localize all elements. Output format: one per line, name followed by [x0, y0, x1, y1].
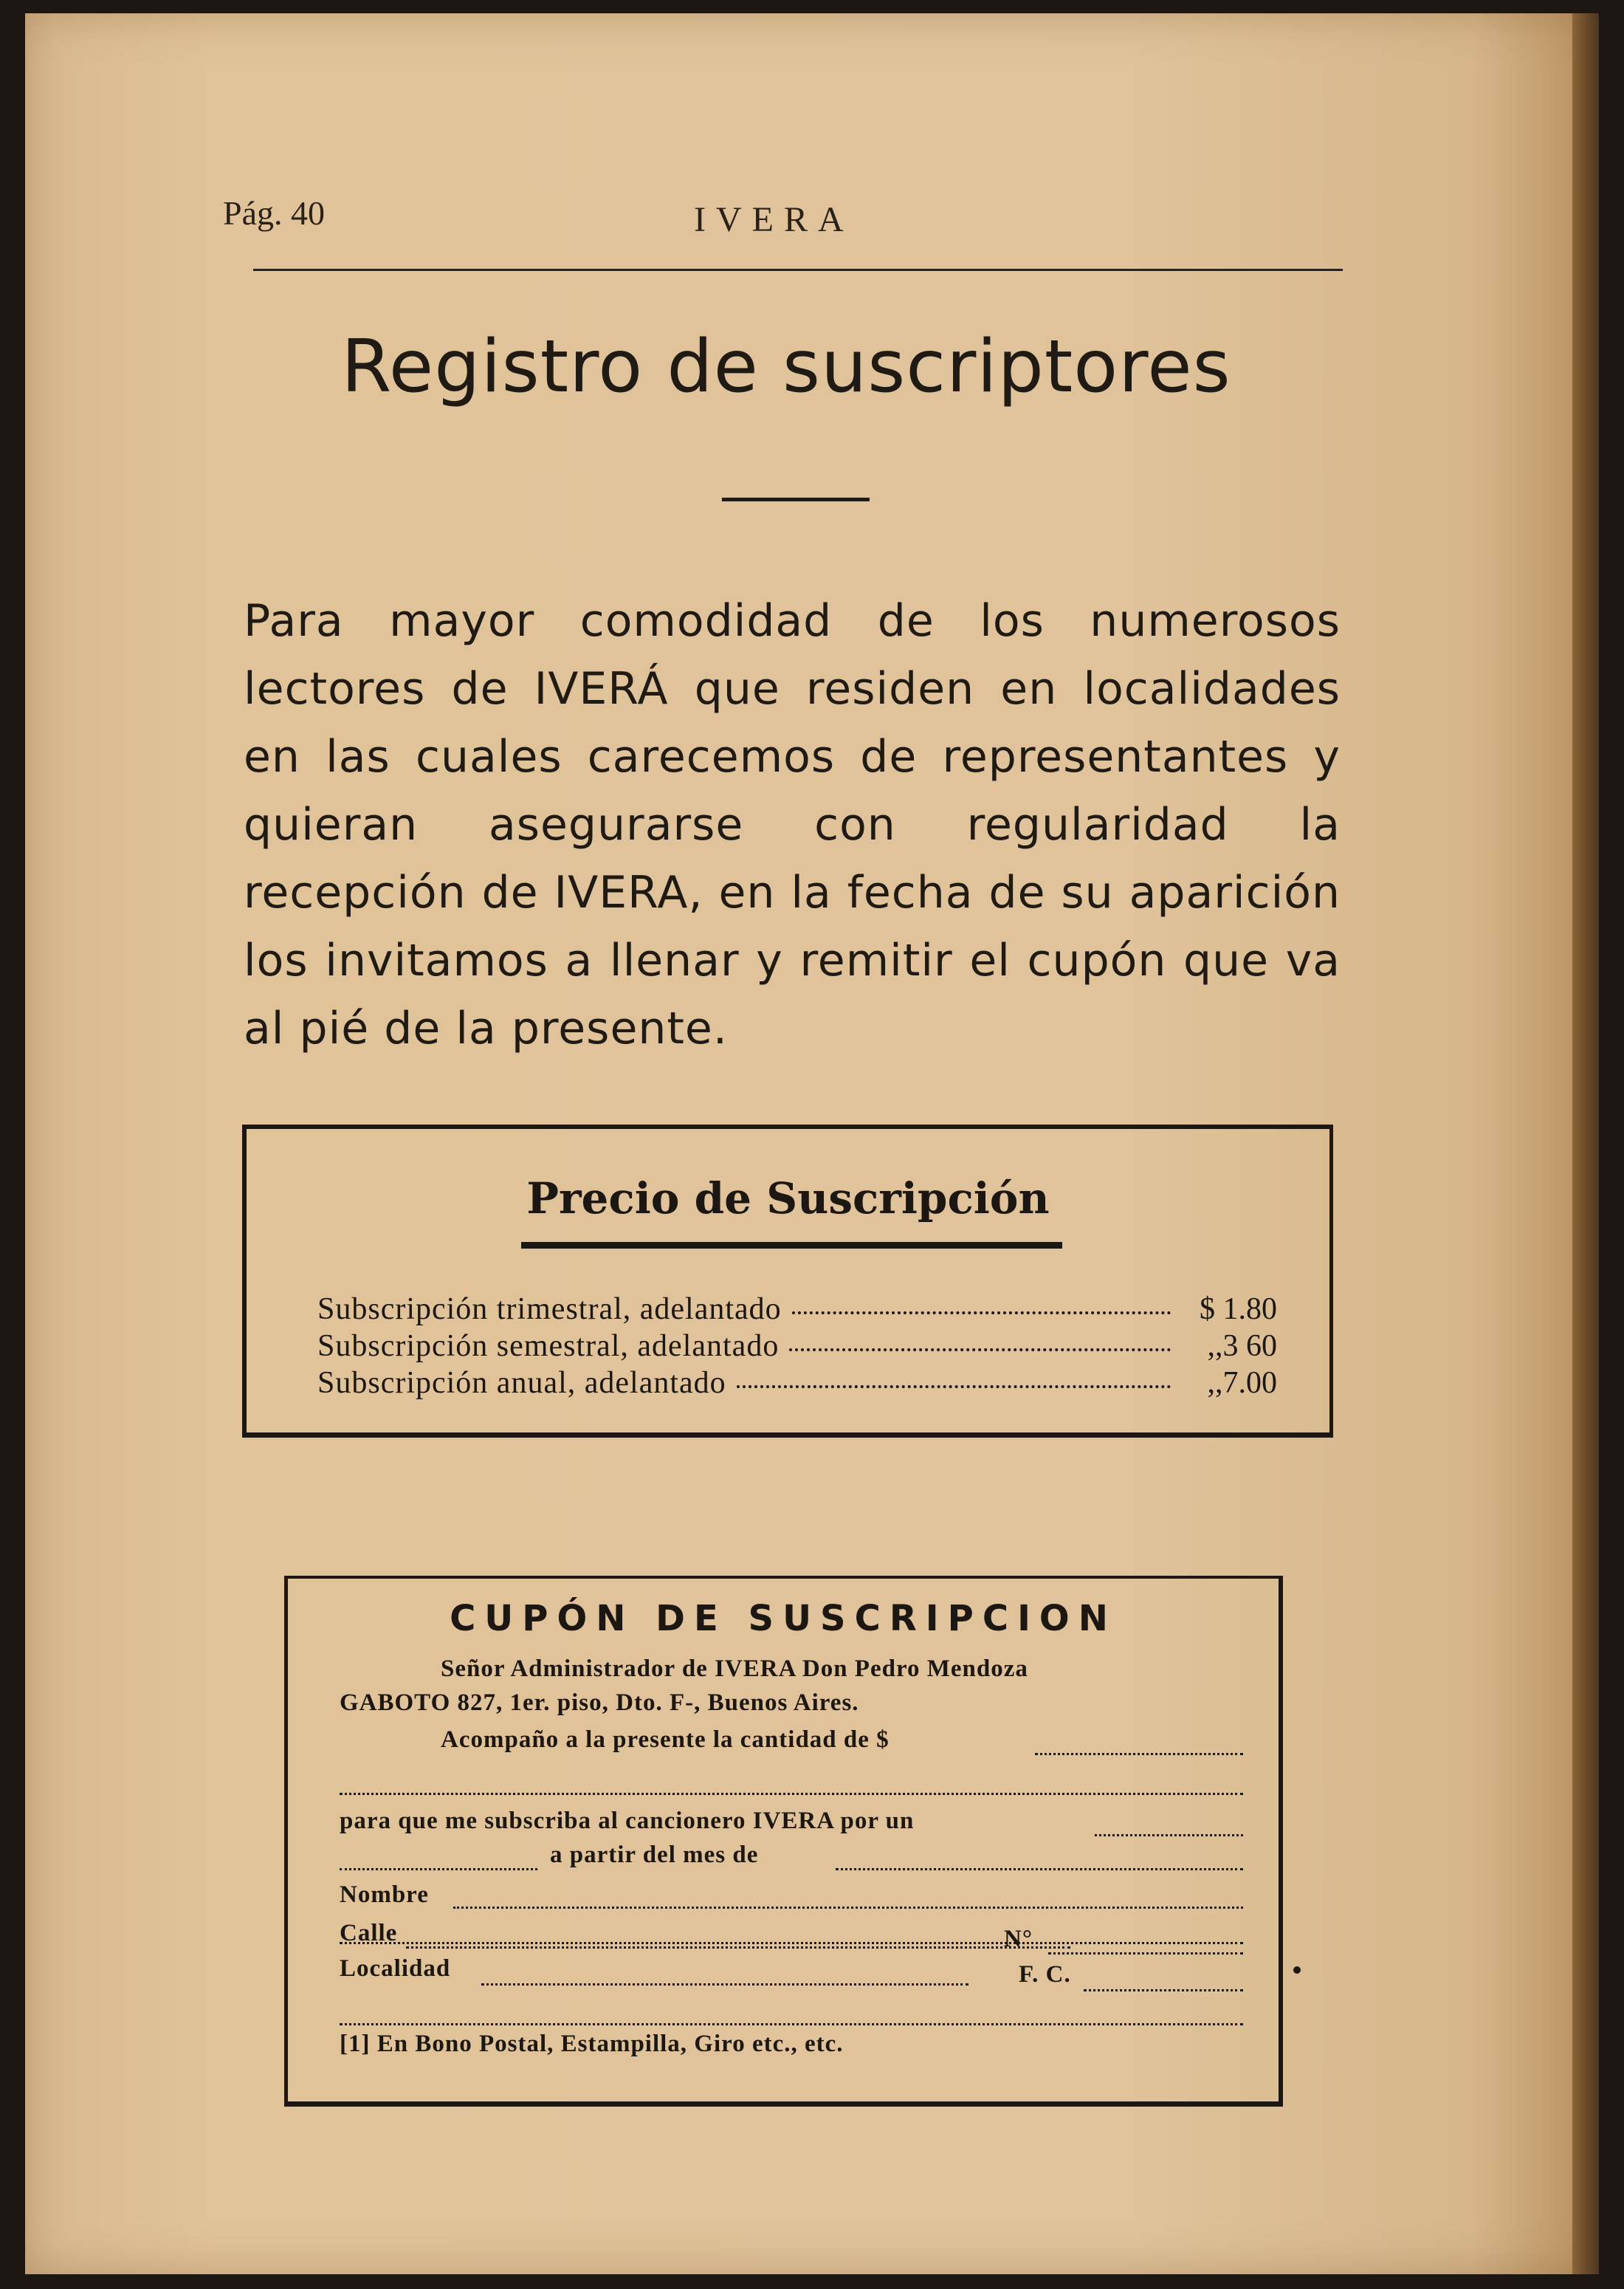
coupon-addressee: Señor Administrador de IVERA Don Pedro Mendoza: [441, 1655, 1028, 1682]
price-label: Subscripción trimestral, adelantado: [317, 1292, 782, 1326]
nombre-field-continued[interactable]: [340, 1942, 1243, 1944]
coupon-period-label: para que me subscriba al cancionero IVERA por un: [340, 1808, 915, 1834]
calle-field[interactable]: [406, 1946, 1070, 1949]
period-field-continued[interactable]: [340, 1868, 537, 1870]
fc-field[interactable]: [1084, 1989, 1243, 1991]
price-title: Precio de Suscripción: [526, 1173, 1050, 1224]
title-divider: [722, 498, 870, 501]
book-spine: [1572, 13, 1599, 2274]
fc-label: F. C.: [1019, 1961, 1071, 1988]
coupon-start-label: a partir del mes de: [550, 1842, 759, 1868]
intro-paragraph: Para mayor comodidad de los numerosos lectores de IVERÁ que residen en localidades en las cuales carecemos de representantes y quieran asegurarse con regularidad la recepción de IVERA, en la fecha de su aparición los invitamos a llenar y remitir el cupón que va al pié de la presente.: [244, 595, 1341, 1054]
leader-dots: [789, 1348, 1171, 1351]
page-title: Registro de suscriptores: [341, 325, 1231, 409]
coupon-footnote: [1] En Bono Postal, Estampilla, Giro etc., etc.: [340, 2031, 844, 2057]
header-rule: [253, 269, 1343, 271]
price-box: [242, 1125, 1333, 1438]
price-label: Subscripción semestral, adelantado: [317, 1329, 780, 1363]
margin-dot: [1293, 1966, 1301, 1974]
price-amount: ,,7.00: [1207, 1366, 1277, 1400]
localidad-label: Localidad: [340, 1955, 451, 1982]
price-row-trimestral: [317, 1291, 1277, 1327]
price-label: Subscripción anual, adelantado: [317, 1366, 726, 1400]
localidad-field[interactable]: [481, 1983, 968, 1986]
price-row-semestral: [317, 1328, 1277, 1364]
nombre-field[interactable]: [453, 1907, 1243, 1909]
localidad-field-continued[interactable]: [340, 2023, 1243, 2025]
coupon-title: CUPÓN DE SUSCRIPCION: [450, 1598, 1117, 1639]
leader-dots: [737, 1385, 1171, 1388]
numero-field[interactable]: [1048, 1952, 1243, 1955]
coupon-amount-label: Acompaño a la presente la cantidad de $: [441, 1726, 890, 1753]
coupon-box: [284, 1576, 1283, 2107]
price-title-underline: [521, 1242, 1062, 1249]
price-row-anual: [317, 1365, 1277, 1401]
price-amount: ,,3 60: [1207, 1329, 1277, 1363]
amount-field[interactable]: [1035, 1753, 1243, 1755]
period-field[interactable]: [1095, 1834, 1243, 1836]
coupon-address: GABOTO 827, 1er. piso, Dto. F-, Buenos Aires.: [340, 1689, 859, 1716]
calle-label: Calle: [340, 1920, 398, 1946]
nombre-label: Nombre: [340, 1881, 429, 1908]
leader-dots: [792, 1311, 1171, 1314]
start-month-field[interactable]: [836, 1868, 1243, 1870]
amount-field-continued[interactable]: [340, 1793, 1243, 1795]
running-title: IVERA: [694, 200, 854, 239]
price-amount: $ 1.80: [1200, 1292, 1277, 1326]
numero-label: N°: [1004, 1926, 1033, 1952]
page-number: Pág. 40: [223, 194, 325, 232]
